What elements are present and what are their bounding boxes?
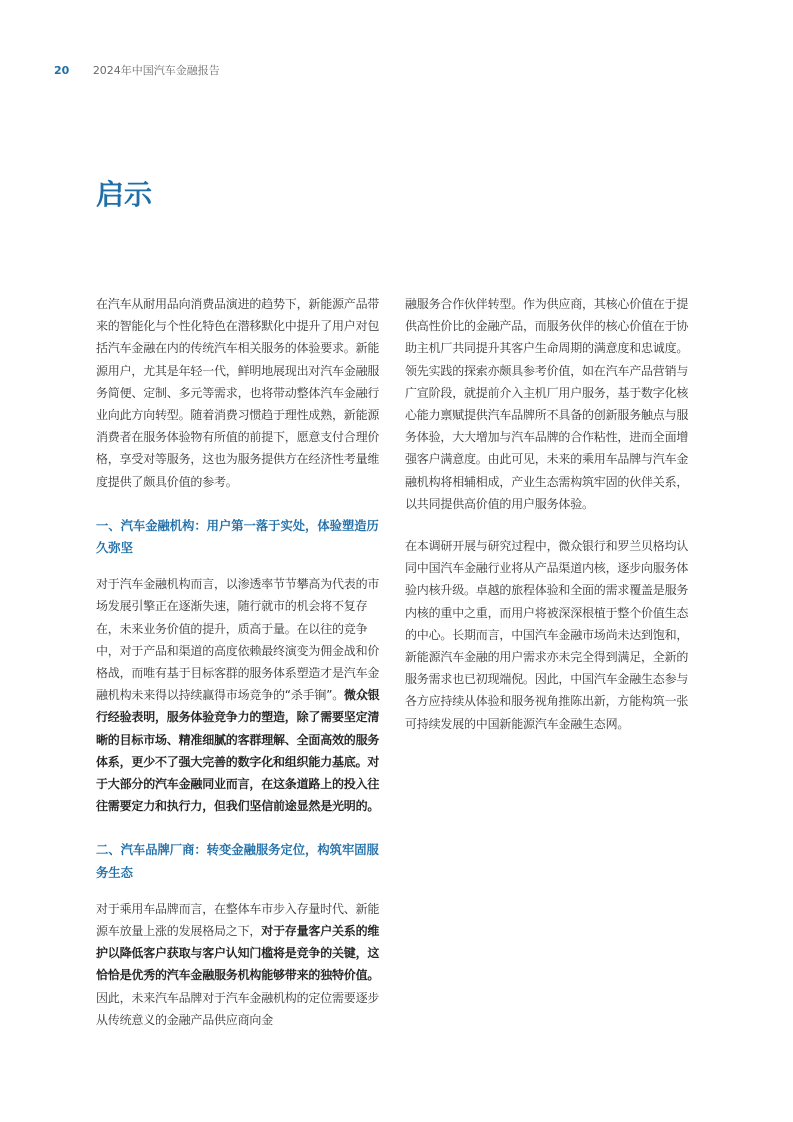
paragraph-institutions-text: 对于汽车金融机构而言，以渗透率节节攀高为代表的市场发展引擎正在逐渐失速，随行就市的机会将不复存在，未来业务价值的提升，质高于量。在以往的竞争中，对于产品和渠道的高度依赖最终演变为佣金战和价格战，而唯有基于目标客群的服务体系塑造才是汽车金融机构未来得以持续赢得市场竞争的“杀手锏”。	[96, 577, 380, 703]
left-column	[96, 293, 389, 1031]
paragraph-brands-text-b: 因此，未来汽车品牌对于汽车金融机构的定位需要逐步从传统意义的金融产品供应商向金	[96, 990, 380, 1027]
paragraph-continued: 融服务合作伙伴转型。作为供应商，其核心价值在于提供高性价比的金融产品，而服务伙伴的核心价值在于协助主机厂共同提升其客户生命周期的满意度和忠诚度。领先实践的探索亦颇具参考价值，如在汽车产品营销与广宣阶段，就提前介入主机厂用户服务，基于数字化核心能力禀赋提供汽车品牌所不具备的创新服务触点与服务体验，大大增加与汽车品牌的合作粘性，进而全面增强客户满意度。由此可见，未来的乘用车品牌与汽车金融机构将相辅相成，产业生态需构筑牢固的伙伴关系，以共同提供高价值的用户服务体验。	[405, 297, 689, 511]
paragraph-institutions	[96, 573, 389, 817]
intro-paragraph: 在汽车从耐用品向消费品演进的趋势下，新能源产品带来的智能化与个性化特色在潜移默化中提升了用户对包括汽车金融在内的传统汽车相关服务的体验要求。新能源用户，尤其是年轻一代，鲜明地展现出对汽车金融服务简便、定制、多元等需求，也将带动整体汽车金融行业向此方向转型。随着消费习惯趋于理性成熟，新能源消费者在服务体验物有所值的前提下，愿意支付合理价格，享受对等服务，这也为服务提供方在经济性考量维度提供了颇具价值的参考。	[96, 297, 380, 489]
running-title: 2024年中国汽车金融报告	[92, 64, 220, 77]
paragraph-brands	[96, 898, 389, 1031]
right-column	[405, 293, 698, 735]
paragraph-brands-bold: 对于存量客户关系的维护以降低客户获取与客户认知门槛将是竞争的关键，这恰恰是优秀的汽车金融服务机构能够带来的独特价值。	[96, 924, 380, 983]
section-title: 启示	[96, 178, 153, 211]
paragraph-institutions-bold: 微众银行经验表明，服务体验竞争力的塑造，除了需要坚定清晰的目标市场、精准细腻的客群理解、全面高效的服务体系，更少不了强大完善的数字化和组织能力基底。对于大部分的汽车金融同业而言，在这条道路上的投入往往需要定力和执行力，但我们坚信前途显然是光明的。	[96, 688, 380, 814]
page-header	[54, 62, 220, 80]
paragraph-brands-text-a: 对于乘用车品牌而言，在整体车市步入存量时代、新能源车放量上涨的发展格局之下，	[96, 901, 380, 939]
paragraph-conclusion: 在本调研开展与研究过程中，微众银行和罗兰贝格均认同中国汽车金融行业将从产品渠道内核，逐步向服务体验内核升级。卓越的旅程体验和全面的需求覆盖是服务内核的重中之重，而用户将被深深根植于整个价值生态的中心。长期而言，中国汽车金融市场尚未达到饱和，新能源汽车金融的用户需求亦未完全得到满足，全新的服务需求也已初现端倪。因此，中国汽车金融生态参与各方应持续从体验和服务视角推陈出新，方能构筑一张可持续发展的中国新能源汽车金融生态网。	[405, 539, 689, 731]
heading-auto-finance-institutions: 一、汽车金融机构：用户第一落于实处，体验塑造历久弥坚	[96, 518, 379, 556]
heading-auto-brands: 二、汽车品牌厂商：转变金融服务定位，构筑牢固服务生态	[96, 843, 379, 880]
page-number: 20	[54, 64, 70, 77]
